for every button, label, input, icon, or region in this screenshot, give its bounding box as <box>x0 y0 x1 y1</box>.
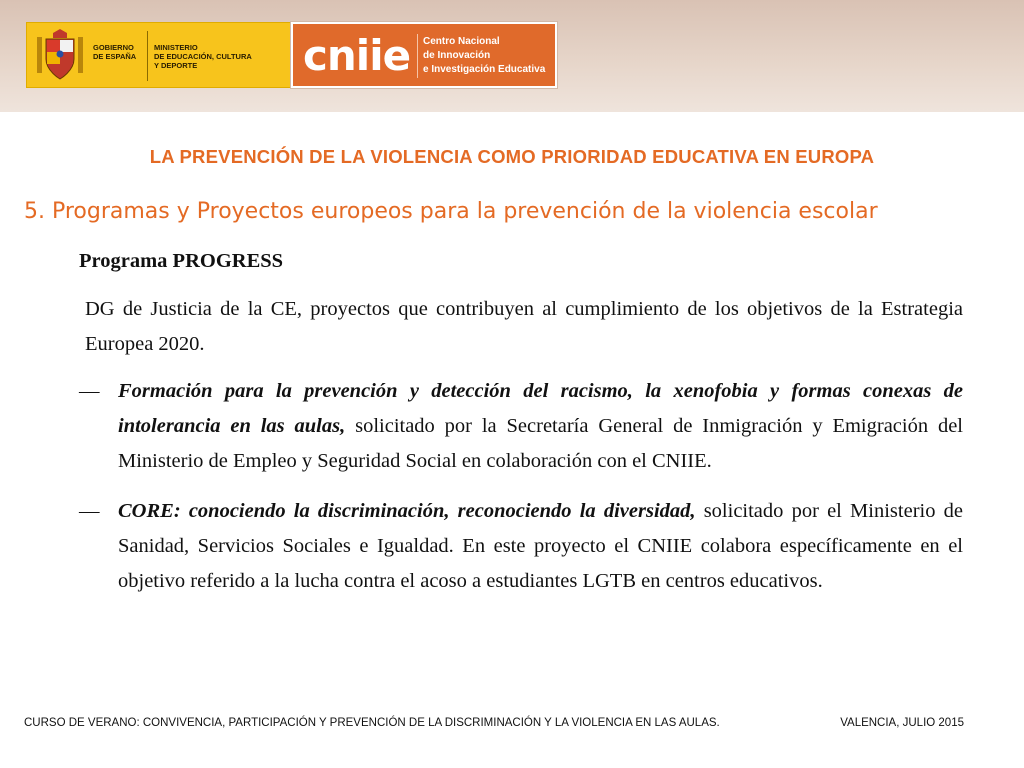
dash-bullet: — <box>79 380 100 402</box>
cniie-divider <box>417 34 418 78</box>
footer-date: VALENCIA, JULIO 2015 <box>840 717 964 729</box>
slide-body <box>79 244 963 614</box>
bullet-item <box>79 494 963 599</box>
program-heading: Programa PROGRESS <box>79 250 284 272</box>
bullet-text: solicitado por la Secretaría General de Inmigración y Emigración del Ministerio de Empleo y Seguridad Social en colaboración con el CNIIE. <box>118 415 963 472</box>
header-band <box>0 0 1024 112</box>
cniie-wordmark: cniie <box>303 31 411 80</box>
gobierno-text: GOBIERNO DE ESPAÑA <box>93 43 137 61</box>
cniie-logo <box>291 22 557 88</box>
bullet-emphasis: Formación para la prevención y detección del racismo, la xenofobia y formas conexas de intolerancia en las aulas, <box>118 380 963 437</box>
coat-of-arms-icon <box>35 29 85 83</box>
main-title: LA PREVENCIÓN DE LA VIOLENCIA COMO PRIORIDAD EDUCATIVA EN EUROPA <box>149 146 875 167</box>
footer-course: CURSO DE VERANO: CONVIVENCIA, PARTICIPACIÓN Y PREVENCIÓN DE LA DISCRIMINACIÓN Y LA VIOLENCIA EN LAS AULAS. <box>24 717 720 729</box>
logo-divider <box>147 31 148 81</box>
section-title: 5. Programas y Proyectos europeos para la prevención de la violencia escolar <box>24 199 878 224</box>
cniie-subtitle: Centro Nacional de Innovación e Investigación Educativa <box>423 36 546 75</box>
ministerio-text: MINISTERIO DE EDUCACIÓN, CULTURA Y DEPORTE <box>154 43 252 70</box>
bullet-emphasis: CORE: conociendo la discriminación, reconociendo la diversidad, <box>118 500 696 522</box>
bullet-item <box>79 374 963 479</box>
intro-paragraph: DG de Justicia de la CE, proyectos que contribuyen al cumplimiento de los objetivos de la Estrategia Europea 2020. <box>85 298 963 355</box>
footer <box>24 717 964 729</box>
gobierno-logo <box>26 22 291 88</box>
bullet-text: solicitado por el Ministerio de Sanidad, Servicios Sociales e Igualdad. En este proyecto el CNIIE colabora específicamente en el objetivo referido a la lucha contra el acoso a estudiantes LGTB en centros educativos. <box>118 500 964 592</box>
dash-bullet: — <box>79 500 100 522</box>
